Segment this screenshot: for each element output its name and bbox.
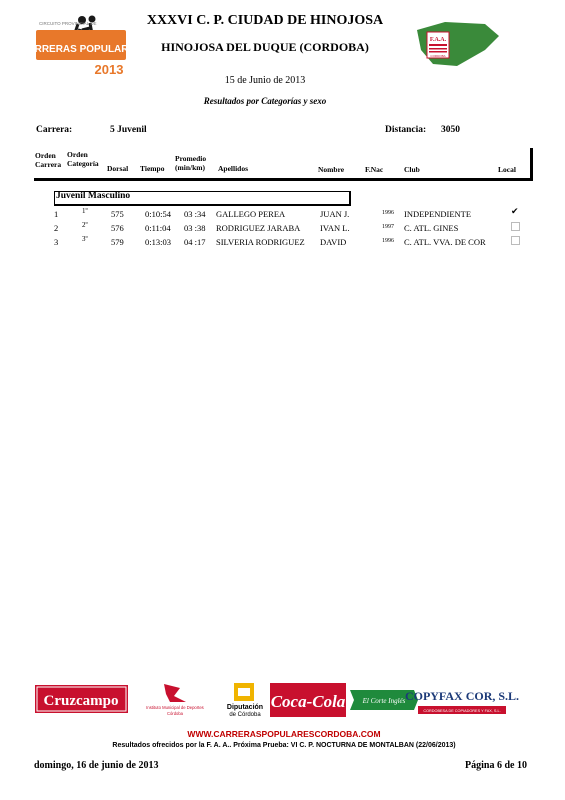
- imd-logo: [146, 684, 204, 716]
- diputacion-logo: [227, 683, 263, 718]
- row1-club: INDEPENDIENTE: [404, 209, 472, 219]
- category-label: Juvenil Masculino: [56, 191, 131, 201]
- col-orden-categoria-l1: Orden: [67, 150, 88, 159]
- row2-apellidos: RODRIGUEZ JARABA: [216, 223, 301, 233]
- header-rule-right: [530, 148, 533, 180]
- sponsor-diputacion-2: de Córdoba: [229, 712, 261, 718]
- row3-apellidos: SILVERIA RODRIGUEZ: [216, 237, 305, 247]
- sponsor-copyfax-sub: CORDOBESA DE COPIADORES Y FAX, S.L.: [423, 709, 501, 713]
- col-orden-carrera-l1: Orden: [35, 151, 56, 160]
- row1-orden-categoria: 1º: [82, 207, 88, 215]
- logo-left-line2: CARRERAS POPULARES: [20, 44, 142, 55]
- row2-local-checkbox[interactable]: [511, 222, 520, 231]
- row3-tiempo: 0:13:03: [145, 237, 171, 247]
- col-apellidos: Apellidos: [218, 164, 249, 173]
- logo-left-line1: CIRCUITO PROVINCIAL DE: [39, 21, 97, 26]
- col-orden-carrera: [35, 151, 61, 169]
- row2-dorsal: 576: [111, 223, 124, 233]
- row2-club: C. ATL. GINES: [404, 223, 459, 233]
- logo-right-name: CORDOBA: [430, 54, 446, 58]
- row1-promedio: 03 :34: [184, 209, 206, 219]
- col-promedio-l1: Promedio: [175, 154, 207, 163]
- row1-apellidos: GALLEGO PEREA: [216, 209, 286, 219]
- row2-tiempo: 0:11:04: [145, 223, 171, 233]
- col-fnac: F.Nac: [365, 165, 384, 174]
- col-dorsal: Dorsal: [107, 164, 129, 173]
- logo-right-abbr: F.A.A.: [429, 37, 447, 43]
- row1-dorsal: 575: [111, 209, 124, 219]
- sponsor-imd-1: Instituto Municipal de Deportes: [146, 705, 204, 710]
- row2-promedio: 03 :38: [184, 223, 206, 233]
- row1-nombre: JUAN J.: [320, 209, 350, 219]
- row3-orden-carrera: 3: [54, 237, 59, 247]
- row2-fnac: 1997: [382, 224, 394, 230]
- row3-fnac: 1996: [382, 238, 394, 244]
- col-promedio: [175, 154, 206, 172]
- circuito-logo: [20, 12, 142, 78]
- event-title: XXXVI C. P. CIUDAD DE HINOJOSA: [146, 13, 384, 28]
- footer-note: Resultados ofrecidos por la F. A. A.. Próxima Prueba: VI C. P. NOCTURNA DE MONTALBAN (22/06/2013): [112, 742, 456, 749]
- col-club: Club: [404, 165, 420, 174]
- distancia-value: 3050: [441, 125, 460, 135]
- col-tiempo: Tiempo: [140, 164, 165, 173]
- cocacola-logo: [270, 683, 346, 717]
- row3-club: C. ATL. VVA. DE COR: [404, 237, 486, 247]
- page-number: Página 6 de 10: [465, 760, 527, 771]
- row3-local-checkbox[interactable]: [511, 236, 520, 245]
- col-orden-categoria-l2: Categoría: [67, 159, 99, 168]
- row1-local-checkbox[interactable]: ✔: [511, 206, 519, 216]
- sponsor-diputacion-1: Diputación: [226, 704, 264, 711]
- row1-tiempo: 0:10:54: [145, 209, 171, 219]
- col-orden-categoria: [67, 150, 99, 168]
- distancia-label: Distancia:: [385, 125, 427, 135]
- report-subtitle: Resultados por Categorías y sexo: [203, 96, 327, 106]
- website-link[interactable]: WWW.CARRERASPOPULARESCORDOBA.COM: [187, 729, 381, 739]
- row3-dorsal: 579: [111, 237, 124, 247]
- faa-logo: [415, 20, 500, 72]
- cruzcampo-logo: [35, 685, 128, 713]
- row3-promedio: 04 :17: [184, 237, 206, 247]
- row3-nombre: DAVID: [320, 237, 347, 247]
- carrera-label: Carrera:: [36, 125, 73, 135]
- sponsor-copyfax: COPYFAX COR, S.L.: [404, 689, 520, 703]
- row2-orden-carrera: 2: [54, 223, 59, 233]
- col-promedio-l2: (min/km): [175, 163, 205, 172]
- sponsors-strip: [34, 680, 534, 722]
- col-orden-carrera-l2: Carrera: [35, 160, 62, 169]
- row1-orden-carrera: 1: [54, 209, 59, 219]
- sponsor-cocacola: Coca-Cola: [270, 692, 346, 711]
- row1-fnac: 1996: [382, 210, 394, 216]
- event-date: 15 de Junio de 2013: [224, 75, 306, 86]
- col-local: Local: [498, 165, 516, 174]
- row2-orden-categoria: 2º: [82, 221, 88, 229]
- sponsor-cruzcampo: Cruzcampo: [43, 693, 119, 709]
- event-location: HINOJOSA DEL DUQUE (CORDOBA): [161, 40, 369, 54]
- carrera-value: 5 Juvenil: [110, 125, 147, 135]
- logo-left-year: 2013: [94, 62, 124, 77]
- header-rule-bottom: [34, 178, 533, 181]
- sponsor-corteingles: El Corte Inglés: [362, 697, 406, 705]
- generated-date: domingo, 16 de junio de 2013: [34, 760, 159, 771]
- row2-nombre: IVAN L.: [320, 223, 350, 233]
- row3-orden-categoria: 3º: [82, 235, 88, 243]
- copyfax-logo: [405, 689, 519, 714]
- col-nombre: Nombre: [318, 165, 345, 174]
- sponsor-imd-2: Córdoba: [166, 711, 184, 716]
